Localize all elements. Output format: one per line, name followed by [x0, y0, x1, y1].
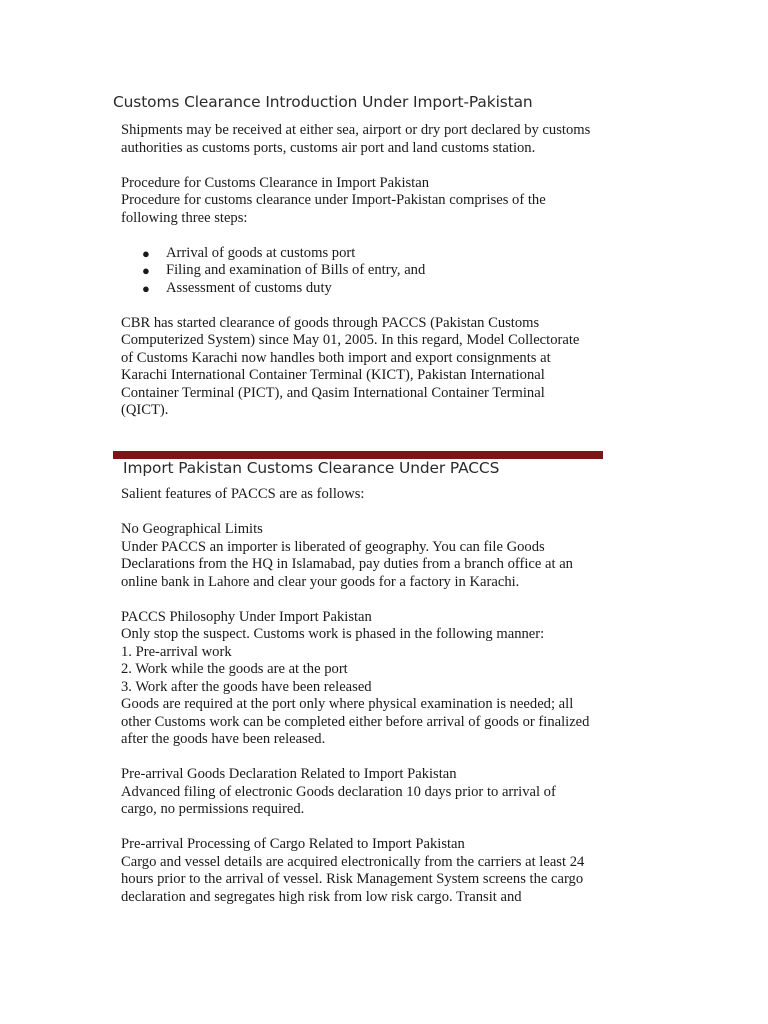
prearrival-title: Pre-arrival Goods Declaration Related to Import Pakistan	[121, 766, 457, 782]
section-heading-customs-clearance: Customs Clearance Introduction Under Import-Pakistan	[113, 93, 533, 111]
list-item: ● Assessment of customs duty	[142, 279, 332, 296]
bullet-icon: ●	[142, 245, 150, 261]
list-item: ● Filing and examination of Bills of entry, and	[142, 262, 426, 278]
bullet-icon: ●	[142, 280, 150, 296]
salient-paragraph: Salient features of PACCS are as follows:	[121, 486, 365, 502]
processing-title: Pre-arrival Processing of Cargo Related to Import Pakistan	[121, 836, 465, 852]
intro-paragraph: Shipments may be received at either sea, airport or dry port declared by customs authorities as customs ports, customs air port and land customs station.	[121, 122, 591, 156]
phase-item: 1. Pre-arrival work	[121, 643, 232, 660]
philosophy-title: PACCS Philosophy Under Import Pakistan	[121, 608, 372, 625]
geo-title: No Geographical Limits	[121, 521, 263, 537]
bullet-icon: ●	[142, 263, 150, 278]
section-paccs-body	[121, 486, 591, 906]
phase-item: 3. Work after the goods have been released	[121, 678, 372, 695]
philosophy-paragraph: Only stop the suspect. Customs work is phased in the following manner:	[121, 626, 545, 642]
geo-paragraph: Under PACCS an importer is liberated of geography. You can file Goods Declarations from the HQ in Islamabad, pay duties from a branch office at an online bank in Lahore and clear your goods for a factory in Karachi.	[121, 538, 573, 590]
procedure-paragraph: Procedure for customs clearance under Import-Pakistan comprises of the following three steps:	[121, 192, 546, 226]
prearrival-paragraph: Advanced filing of electronic Goods declaration 10 days prior to arrival of cargo, no permissions required.	[121, 783, 556, 817]
section-divider	[113, 451, 603, 459]
list-item: ● Arrival of goods at customs port	[142, 244, 356, 261]
processing-paragraph: Cargo and vessel details are acquired electronically from the carriers at least 24 hours prior to the arrival of vessel. Risk Management System screens the cargo declaration and segregates high risk from low risk cargo. Transit and	[121, 853, 585, 905]
phase-item: 2. Work while the goods are at the port	[121, 661, 348, 677]
cbr-paragraph: CBR has started clearance of goods through PACCS (Pakistan Customs Computerized System) since May 01, 2005. In this regard, Model Collectorate of Customs Karachi now handles both import and export consignments at Karachi International Container Terminal (KICT), Pakistan International Container Terminal (PICT), and Qasim International Container Terminal (QICT).	[121, 314, 580, 418]
section-customs-clearance-body	[121, 122, 591, 420]
section-heading-paccs: Import Pakistan Customs Clearance Under PACCS	[123, 459, 500, 477]
steps-list	[121, 245, 591, 298]
philosophy-after-paragraph: Goods are required at the port only where physical examination is needed; all other Customs work can be completed either before arrival of goods or finalized after the goods have been released.	[121, 696, 590, 747]
procedure-title: Procedure for Customs Clearance in Import Pakistan	[121, 174, 430, 191]
